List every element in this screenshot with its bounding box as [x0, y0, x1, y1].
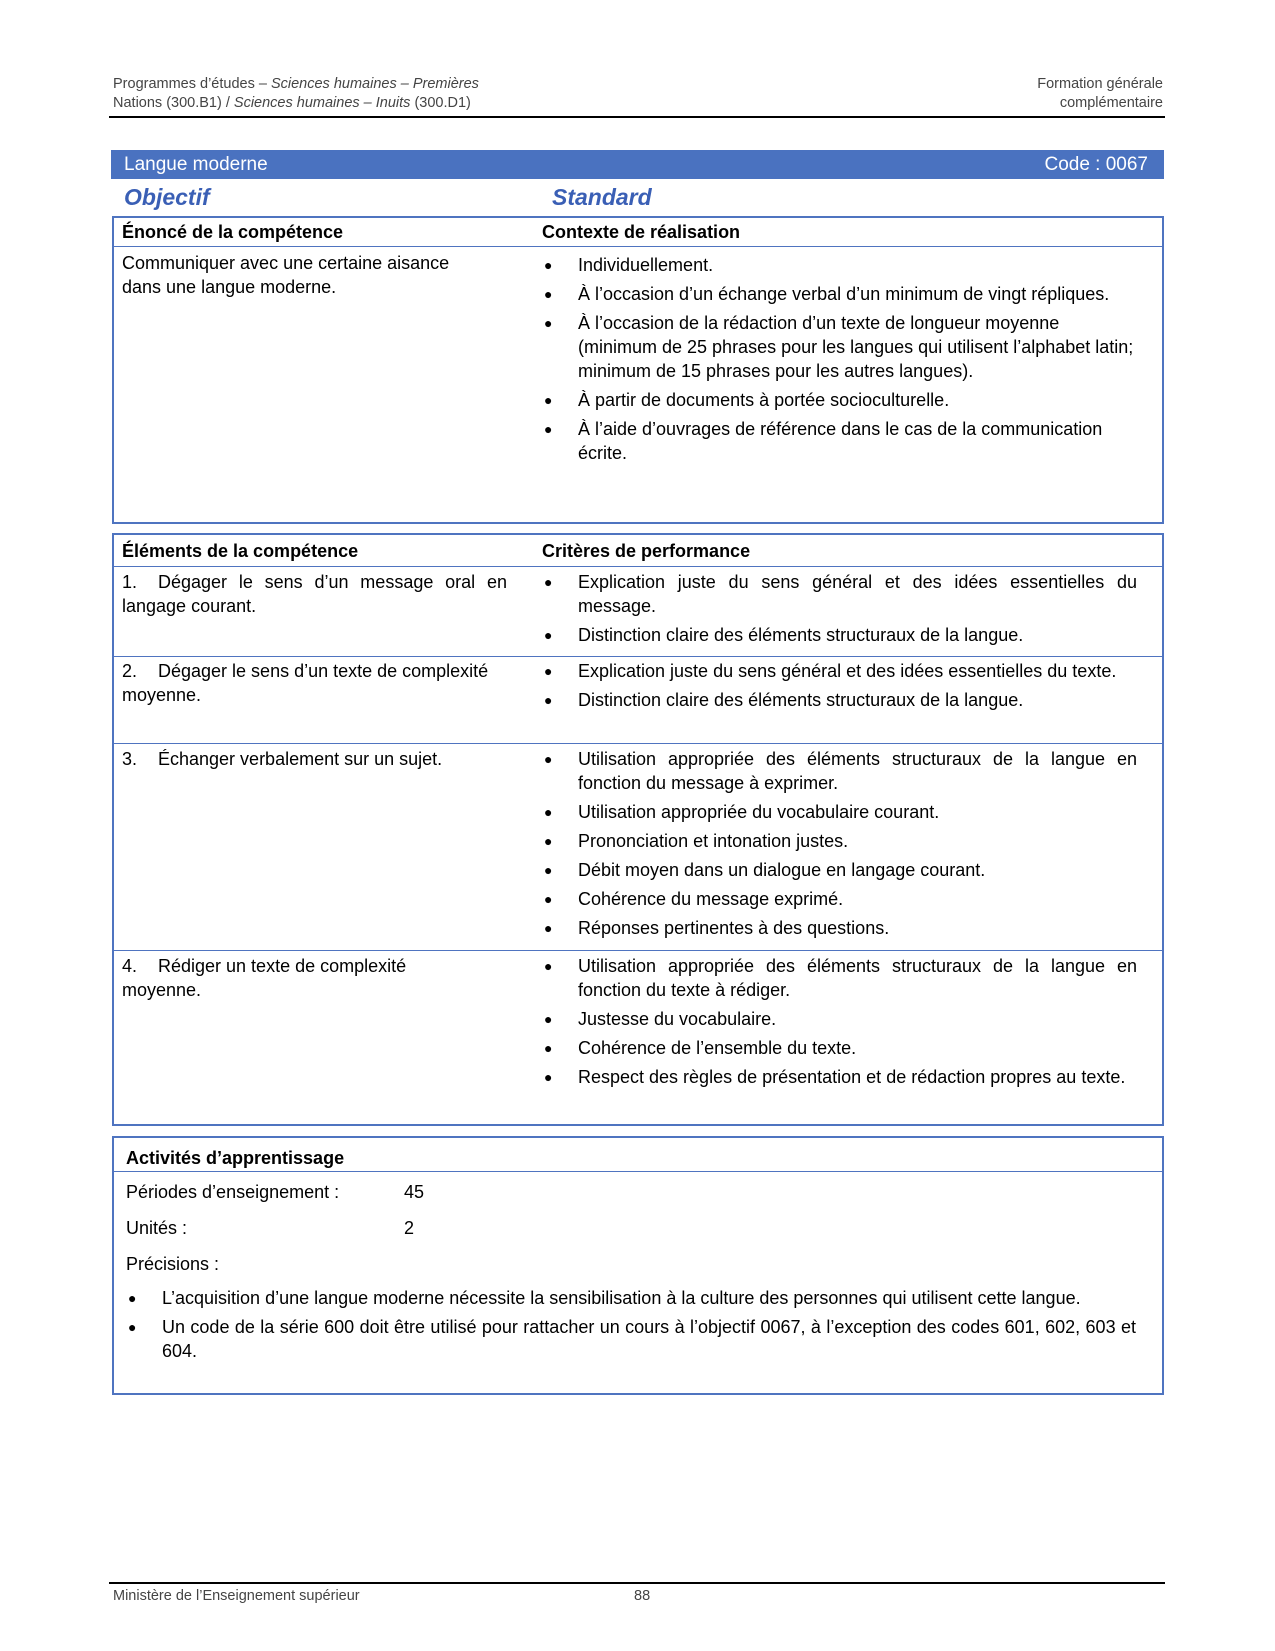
row-divider	[114, 950, 1162, 951]
standard-heading: Standard	[552, 184, 652, 210]
bullet-icon: ●	[544, 833, 553, 849]
page-header	[113, 75, 1163, 113]
bullet-icon: ●	[544, 286, 553, 302]
list-item: ● Cohérence du message exprimé.	[544, 889, 844, 909]
element-label: 4. Rédiger un texte de complexité moyenne.	[122, 956, 407, 1000]
list-item: ● Respect des règles de présentation et de rédaction propres au texte.	[544, 1067, 1126, 1087]
bullet-icon: ●	[544, 751, 553, 767]
bullet-icon: ●	[544, 692, 553, 708]
bullet-icon: ●	[544, 574, 553, 590]
bullet-icon: ●	[544, 891, 553, 907]
list-item: ● Justesse du vocabulaire.	[544, 1009, 777, 1029]
banner-title: Langue moderne	[124, 153, 268, 175]
bullet-icon: ●	[544, 392, 553, 408]
element-label: 2. Dégager le sens d’un texte de complexité moyenne.	[122, 661, 489, 705]
header-program-line2: Nations (300.B1) / Sciences humaines – Inuits (300.D1)	[113, 95, 471, 111]
list-item: ● Débit moyen dans un dialogue en langage courant.	[544, 860, 986, 880]
bullet-icon: ●	[544, 958, 553, 974]
unites-label: Unités :	[126, 1218, 188, 1238]
page-number: 88	[634, 1588, 651, 1604]
list-item: ● Prononciation et intonation justes.	[544, 831, 849, 851]
elements-header: Éléments de la compétence	[122, 541, 359, 561]
criteria-list	[542, 570, 1137, 652]
unites-value: 2	[404, 1218, 415, 1238]
list-item: ● Un code de la série 600 doit être utilisé pour rattacher un cours à l’objectif 0067, à l’exception des codes 601, 602, 603 et 604.	[128, 1317, 1136, 1361]
footer-ministry: Ministère de l’Enseignement supérieur	[113, 1588, 360, 1604]
periodes-row	[126, 1182, 425, 1203]
precisions-list	[126, 1286, 1136, 1368]
bullet-icon: ●	[544, 1040, 553, 1056]
banner-code: Code : 0067	[1044, 153, 1148, 175]
header-row-divider	[114, 566, 1162, 567]
list-item: ● À partir de documents à portée socioculturelle.	[544, 390, 950, 410]
list-item: ● Utilisation appropriée du vocabulaire courant.	[544, 802, 940, 822]
list-item: ● Cohérence de l’ensemble du texte.	[544, 1038, 857, 1058]
header-formation-line2: complémentaire	[1059, 95, 1163, 111]
bullet-icon: ●	[544, 804, 553, 820]
bullet-icon: ●	[128, 1290, 137, 1306]
footer-divider	[109, 1582, 1165, 1584]
competency-banner	[111, 150, 1164, 179]
bullet-icon: ●	[128, 1319, 137, 1335]
periodes-value: 45	[404, 1182, 425, 1202]
objectif-heading: Objectif	[124, 184, 210, 210]
list-item: ● Distinction claire des éléments structuraux de la langue.	[544, 625, 1024, 645]
list-item: ● À l’occasion de la rédaction d’un texte de longueur moyenne (minimum de 25 phrases pour les langues qui utilisent l’alphabet latin; minimum de 15 phrases pour les autres langues).	[544, 313, 1134, 381]
list-item: ● À l’aide d’ouvrages de référence dans le cas de la communication écrite.	[544, 419, 1103, 463]
list-item: ● Explication juste du sens général et des idées essentielles du texte.	[544, 661, 1117, 681]
bullet-icon: ●	[544, 1069, 553, 1085]
criteria-list	[542, 747, 1137, 945]
list-item: ● Utilisation appropriée des éléments structuraux de la langue en fonction du texte à rédiger.	[544, 956, 1137, 1000]
bullet-icon: ●	[544, 862, 553, 878]
row-divider	[114, 743, 1162, 744]
enonce-header: Énoncé de la compétence	[122, 222, 344, 242]
list-item: ● Distinction claire des éléments structuraux de la langue.	[544, 690, 1024, 710]
element-label: 1. Dégager le sens d’un message oral en langage courant.	[122, 572, 507, 616]
header-divider	[109, 116, 1165, 118]
activities-title-divider	[114, 1171, 1162, 1172]
precisions-label: Précisions :	[126, 1254, 220, 1274]
activities-box	[112, 1136, 1164, 1395]
list-item: ● Individuellement.	[544, 255, 714, 275]
bullet-icon: ●	[544, 257, 553, 273]
enonce-text: Communiquer avec une certaine aisance dans une langue moderne.	[122, 253, 450, 297]
competence-statement-box	[112, 216, 1164, 524]
bullet-icon: ●	[544, 663, 553, 679]
header-formation-line1: Formation générale	[1037, 76, 1163, 92]
bullet-icon: ●	[544, 920, 553, 936]
header-program-line1: Programmes d’études – Sciences humaines – Premières	[113, 76, 479, 92]
unites-row	[126, 1218, 426, 1239]
bullet-icon: ●	[544, 315, 553, 331]
bullet-icon: ●	[544, 627, 553, 643]
bullet-icon: ●	[544, 421, 553, 437]
list-item: ● À l’occasion d’un échange verbal d’un minimum de vingt répliques.	[544, 284, 1110, 304]
bullet-icon: ●	[544, 1011, 553, 1027]
list-item: ● L’acquisition d’une langue moderne nécessite la sensibilisation à la culture des personnes qui utilisent cette langue.	[128, 1288, 1081, 1308]
activities-title: Activités d’apprentissage	[126, 1148, 345, 1168]
element-label: 3. Échanger verbalement sur un sujet.	[122, 749, 443, 769]
elements-box	[112, 533, 1164, 1126]
list-item: ● Réponses pertinentes à des questions.	[544, 918, 890, 938]
list-item: ● Utilisation appropriée des éléments structuraux de la langue en fonction du message à exprimer.	[544, 749, 1137, 793]
header-row-divider	[114, 246, 1162, 247]
contexte-list	[542, 253, 1137, 470]
contexte-header: Contexte de réalisation	[542, 222, 741, 242]
criteria-list	[542, 659, 1137, 717]
criteria-list	[542, 954, 1137, 1094]
list-item: ● Explication juste du sens général et des idées essentielles du message.	[544, 572, 1137, 616]
row-divider	[114, 656, 1162, 657]
periodes-label: Périodes d’enseignement :	[126, 1182, 340, 1202]
criteres-header: Critères de performance	[542, 541, 751, 561]
